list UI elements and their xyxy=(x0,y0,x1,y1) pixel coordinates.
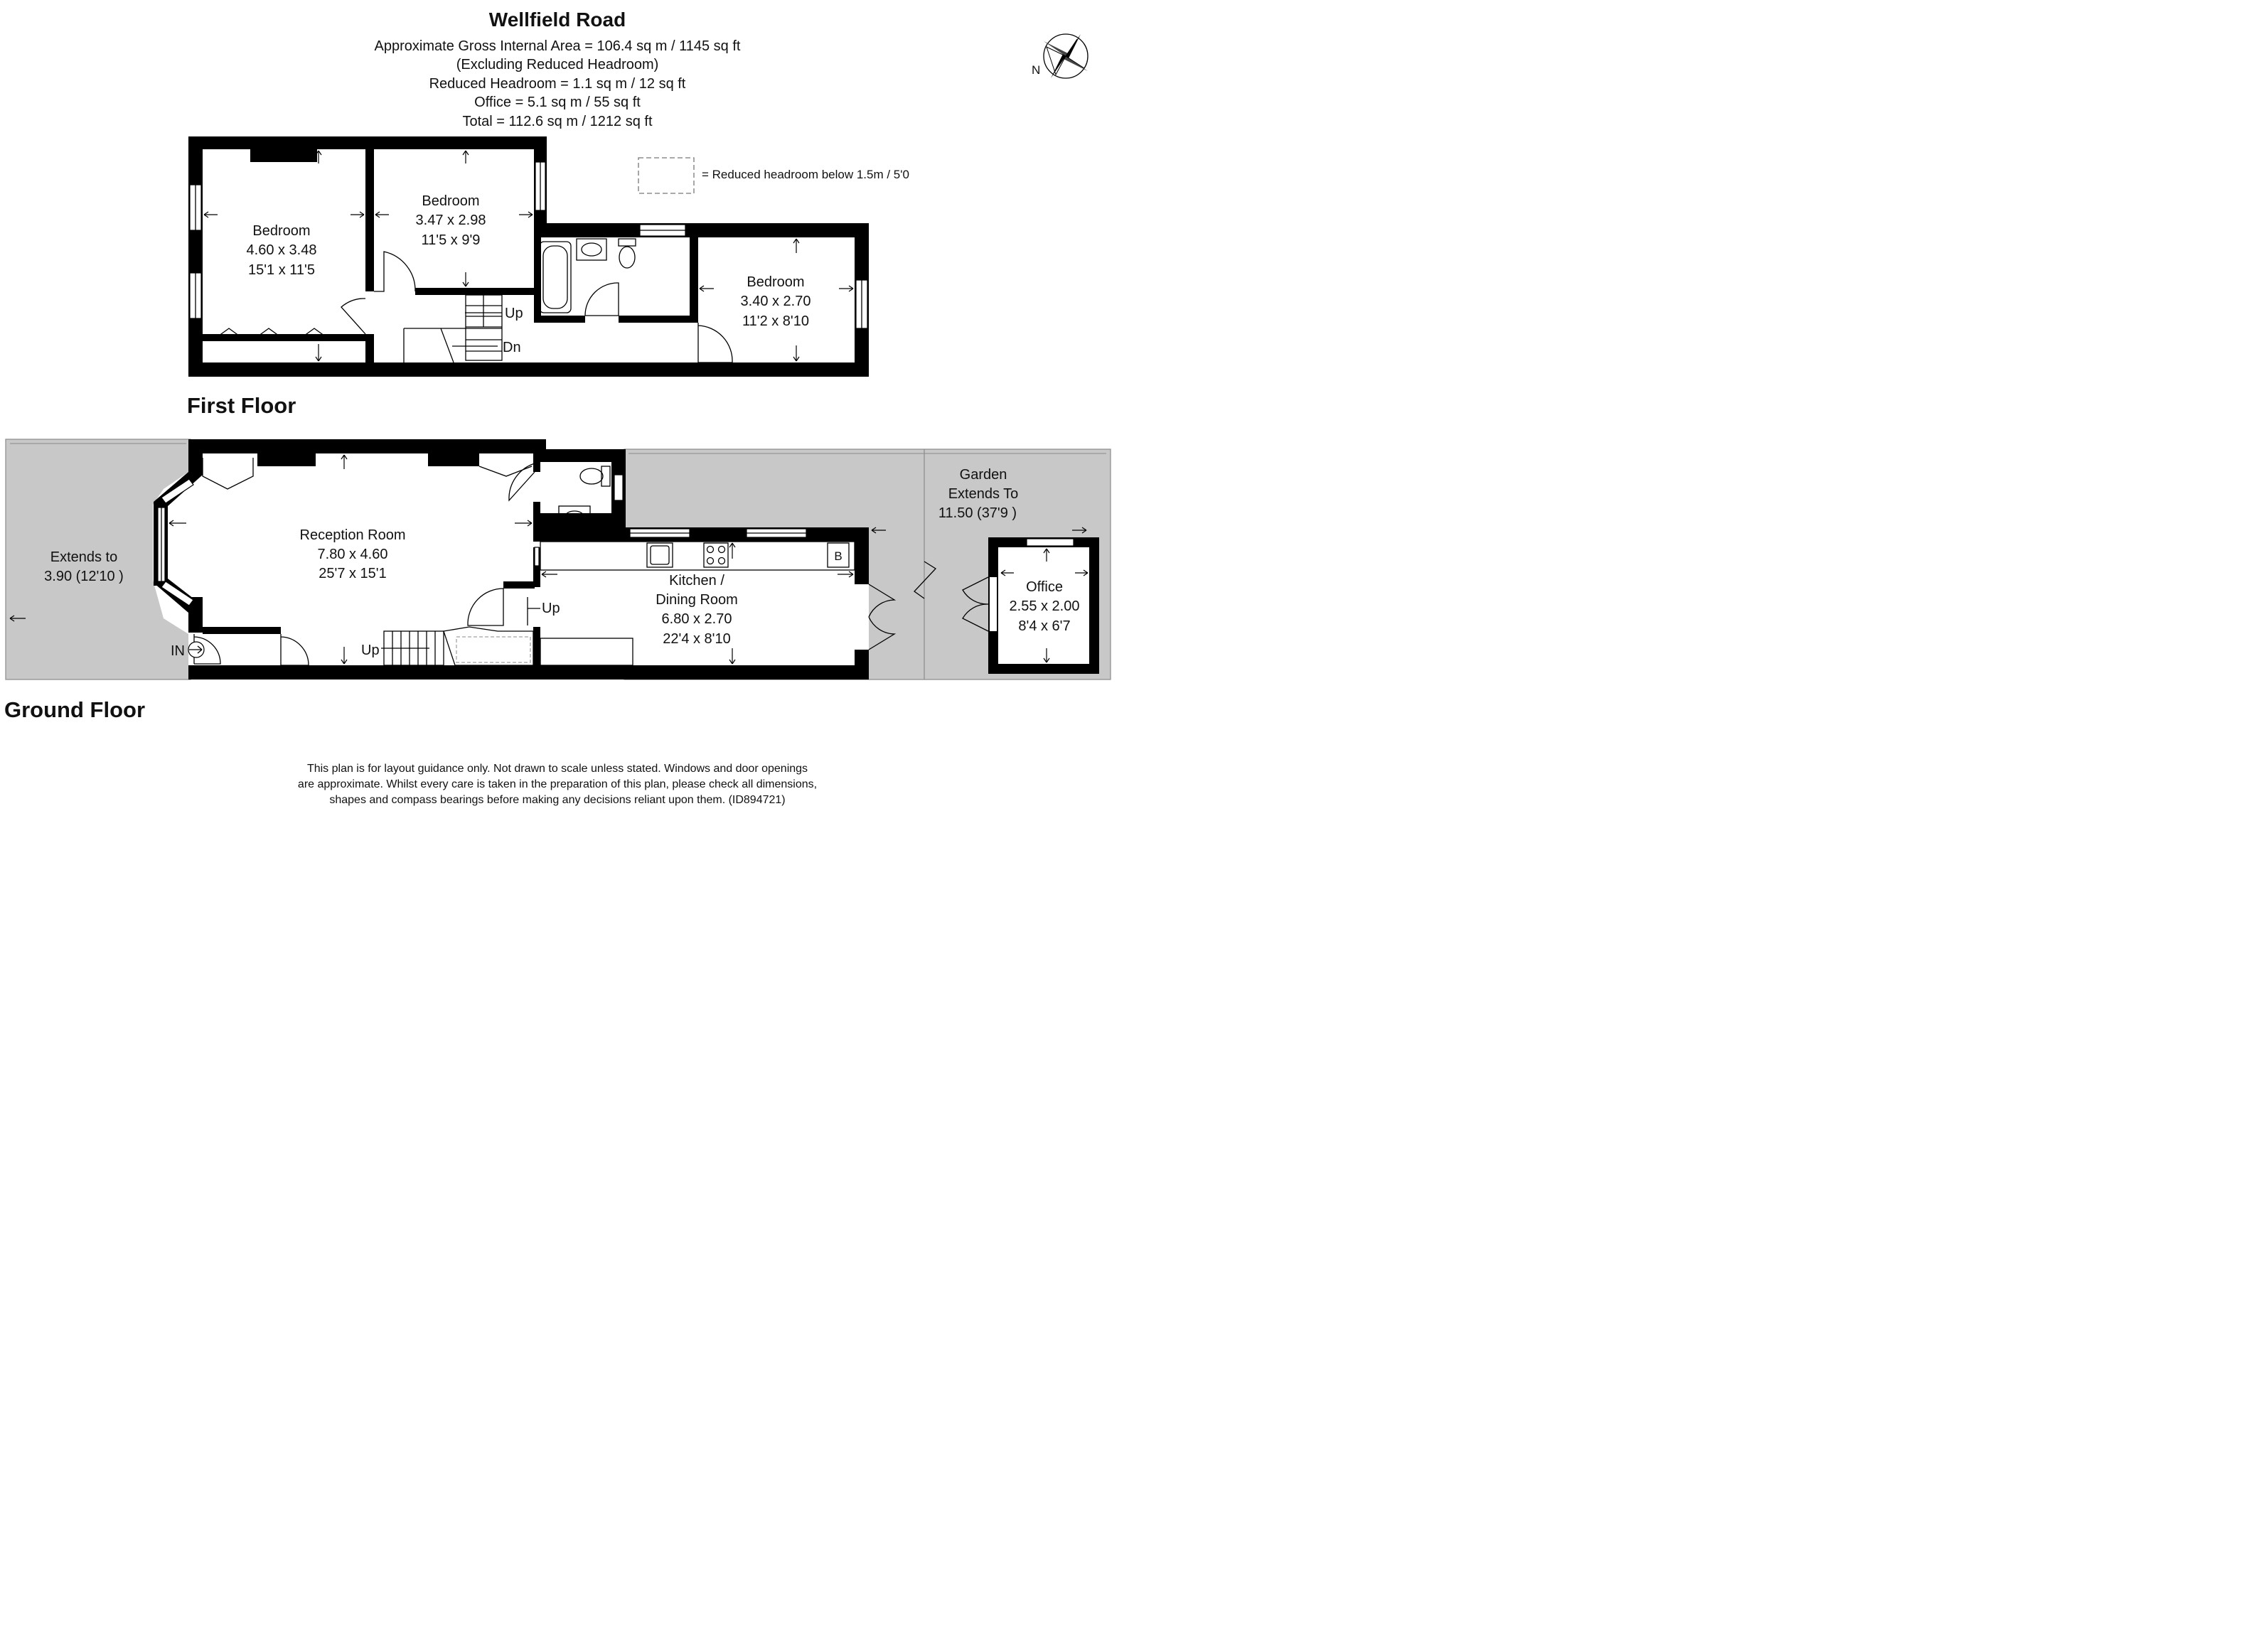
room-imperial: 25'7 x 15'1 xyxy=(319,566,387,581)
area-line-2: (Excluding Reduced Headroom) xyxy=(456,57,659,72)
ground-floor-label: Ground Floor xyxy=(4,697,146,722)
stairs xyxy=(404,295,502,362)
front-line-2: 3.90 (12'10 ) xyxy=(44,569,124,584)
room-metric: 7.80 x 4.60 xyxy=(317,547,388,562)
room-bedroom-3 xyxy=(741,274,811,329)
room-name: Bedroom xyxy=(747,274,805,290)
legend xyxy=(638,158,909,193)
garden-line-2: Extends To xyxy=(948,486,1019,502)
garden-line-1: Garden xyxy=(959,467,1007,483)
plan-title: Wellfield Road xyxy=(488,9,626,31)
first-floor-label: First Floor xyxy=(187,393,296,418)
disclaimer-line-1: This plan is for layout guidance only. Not drawn to scale unless stated. Windows and door openings xyxy=(306,763,808,775)
room-metric: 3.40 x 2.70 xyxy=(740,294,811,309)
ground-floor-plan xyxy=(6,439,1111,680)
entrance-arrow-icon xyxy=(188,642,204,657)
room-imperial: 8'4 x 6'7 xyxy=(1018,618,1071,634)
room-bedroom-2 xyxy=(416,193,486,248)
compass-icon xyxy=(1032,34,1088,78)
stairs-down-label: Dn xyxy=(503,340,521,355)
boiler-label: B xyxy=(834,549,843,563)
room-imperial: 15'1 x 11'5 xyxy=(247,262,316,278)
entrance-label: IN xyxy=(171,643,185,659)
header xyxy=(375,9,741,129)
compass-label: N xyxy=(1032,63,1041,77)
room-metric: 2.55 x 2.00 xyxy=(1009,598,1080,614)
room-metric: 4.60 x 3.48 xyxy=(246,242,317,258)
room-name: Bedroom xyxy=(422,193,480,209)
disclaimer-line-3: shapes and compass bearings before making any decisions reliant upon them. (ID894721) xyxy=(329,794,786,806)
disclaimer-line-2: are approximate. Whilst every care is taken in the preparation of this plan, please check all dimensions, xyxy=(297,778,818,790)
room-imperial: 22'4 x 8'10 xyxy=(663,631,731,647)
front-line-1: Extends to xyxy=(50,549,118,565)
room-name: Kitchen / xyxy=(669,573,724,589)
floor-plan xyxy=(0,0,1115,810)
room-imperial: 11'2 x 8'10 xyxy=(742,313,810,329)
room-metric: 6.80 x 2.70 xyxy=(661,611,732,627)
room-name: Reception Room xyxy=(299,527,406,543)
room-bedroom-1 xyxy=(247,223,317,278)
legend-text: = Reduced headroom below 1.5m / 5'0 xyxy=(702,168,909,181)
area-line-4: Office = 5.1 sq m / 55 sq ft xyxy=(474,95,641,110)
disclaimer xyxy=(298,763,817,806)
room-name-2: Dining Room xyxy=(656,592,738,608)
steps-up-label: Up xyxy=(542,601,560,616)
area-line-3: Reduced Headroom = 1.1 sq m / 12 sq ft xyxy=(429,76,686,92)
stairs-up-label: Up xyxy=(505,306,523,321)
area-line-1: Approximate Gross Internal Area = 106.4 sq m / 1145 sq ft xyxy=(374,38,741,54)
garden-line-3: 11.50 (37'9 ) xyxy=(938,505,1017,521)
room-imperial: 11'5 x 9'9 xyxy=(421,232,481,248)
ground-stairs-up-label: Up xyxy=(361,643,380,658)
area-line-5: Total = 112.6 sq m / 1212 sq ft xyxy=(462,114,653,129)
room-name: Office xyxy=(1026,579,1063,595)
room-metric: 3.47 x 2.98 xyxy=(415,213,486,228)
room-name: Bedroom xyxy=(252,223,311,239)
